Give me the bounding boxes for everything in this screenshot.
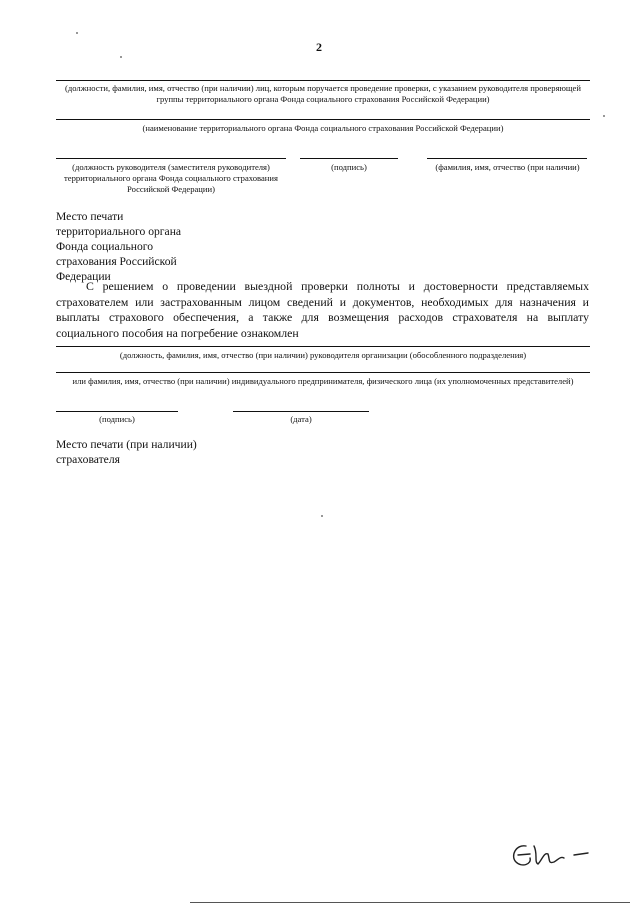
scan-bottom-edge bbox=[190, 902, 630, 903]
inspectors-caption: (должности, фамилия, имя, отчество (при наличии) лиц, которым поручается проведение проверки, с указанием руководителя проверяющей группы территориального органа Фонда социального страхования Российской Федерации) bbox=[65, 83, 581, 104]
territorial-body-caption: (наименование территориального органа Фонда социального страхования Российской Федерации) bbox=[142, 123, 504, 133]
head-position-line bbox=[56, 158, 286, 159]
org-head-caption: (должность, фамилия, имя, отчество (при наличии) руководителя организации (обособленного подразделения) bbox=[119, 350, 527, 360]
insurer-date-caption: (дата) bbox=[290, 414, 312, 424]
insurer-date-line bbox=[233, 411, 369, 412]
head-signature-caption: (подпись) bbox=[331, 162, 367, 172]
handwritten-signature bbox=[508, 838, 592, 872]
inspectors-line bbox=[56, 80, 590, 81]
org-head-line bbox=[56, 346, 590, 347]
familiarization-paragraph: С решением о проведении выездной проверки полноты и достоверности представляемых страхователем или застрахованным лицом сведений и документов, необходимых для назначения и выплаты страхового обеспечения, а также для возмещения расходов страхователя на выплату социального пособия на погребение ознакомлен bbox=[56, 279, 589, 340]
stamp-place-insurer: Место печати (при наличии) страхователя bbox=[56, 438, 197, 466]
entrepreneur-line bbox=[56, 372, 590, 373]
head-signature-line bbox=[300, 158, 398, 159]
scan-speck bbox=[603, 115, 605, 117]
head-name-caption: (фамилия, имя, отчество (при наличии) bbox=[435, 162, 580, 172]
scan-speck bbox=[120, 56, 122, 58]
scan-speck bbox=[76, 32, 78, 34]
insurer-signature-caption: (подпись) bbox=[99, 414, 135, 424]
entrepreneur-caption: или фамилия, имя, отчество (при наличии) индивидуального предпринимателя, физического лица (их уполномоченных представителей) bbox=[72, 376, 574, 386]
territorial-body-line bbox=[56, 119, 590, 120]
insurer-signature-line bbox=[56, 411, 178, 412]
head-position-caption: (должность руководителя (заместителя руководителя) территориального органа Фонда социального страхования Российской Федерации) bbox=[64, 162, 278, 194]
page-number: 2 bbox=[316, 40, 322, 54]
scan-speck bbox=[321, 515, 323, 517]
head-name-line bbox=[427, 158, 587, 159]
stamp-place-territorial: Место печати территориального органа Фонда социального страхования Российской Федерации bbox=[56, 210, 182, 283]
